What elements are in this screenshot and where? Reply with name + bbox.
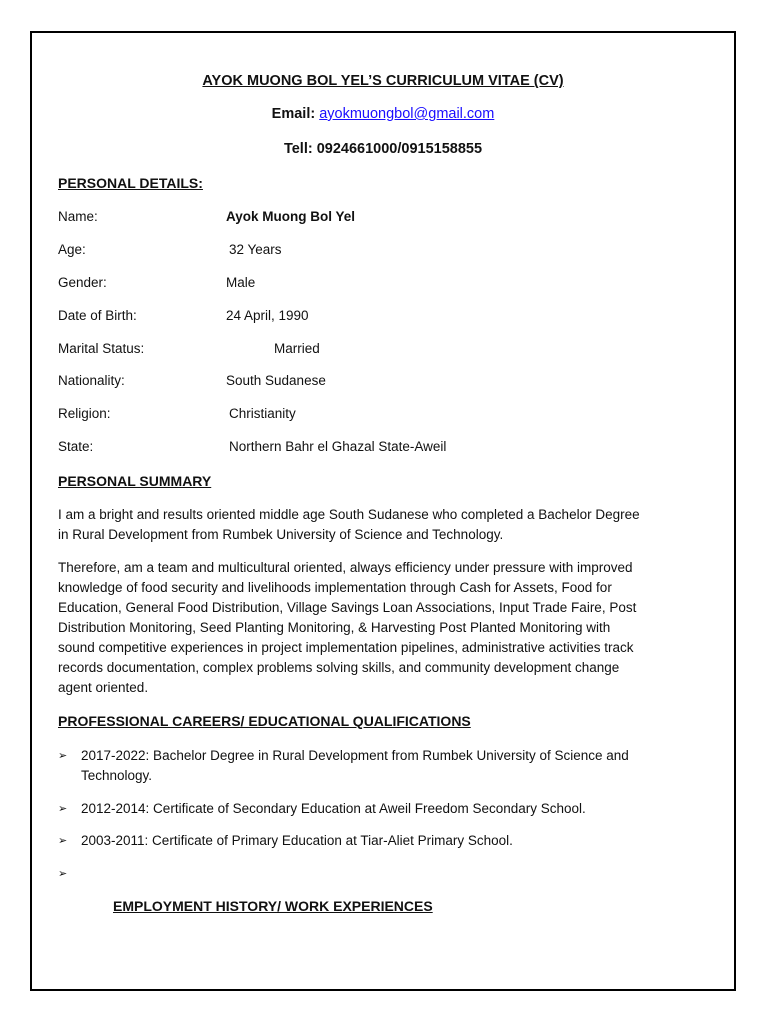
telephone-line: Tell: 0924661000/0915158855 <box>283 141 483 157</box>
field-value: Ayok Muong Bol Yel <box>226 209 356 224</box>
field-label: Age: <box>58 242 86 257</box>
field-label: Nationality: <box>58 373 125 388</box>
field-label: Gender: <box>58 275 107 290</box>
summary-paragraph-1: I am a bright and results oriented middle age South Sudanese who completed a Bachelor Degree in Rural Development from Rumbek University of Science and Technology. <box>58 507 640 542</box>
education-heading: PROFESSIONAL CAREERS/ EDUCATIONAL QUALIFICATIONS <box>58 713 471 729</box>
field-value: South Sudanese <box>226 373 326 388</box>
field-label: Religion: <box>58 406 111 421</box>
personal-details-heading: PERSONAL DETAILS: <box>58 175 203 191</box>
education-item-text: 2017-2022: Bachelor Degree in Rural Development from Rumbek University of Science and Technology. <box>81 748 629 783</box>
arrow-bullet-icon: ➢ <box>58 868 68 880</box>
field-label: Date of Birth: <box>58 308 137 323</box>
email-line <box>32 106 734 122</box>
field-value: Northern Bahr el Ghazal State-Aweil <box>229 439 447 454</box>
cv-title: AYOK MUONG BOL YEL’S CURRICULUM VITAE (CV) <box>202 73 564 89</box>
arrow-bullet-icon: ➢ <box>58 803 68 815</box>
education-item-text: 2003-2011: Certificate of Primary Education at Tiar-Aliet Primary School. <box>81 833 513 848</box>
field-label: State: <box>58 439 94 454</box>
education-item-text: 2012-2014: Certificate of Secondary Education at Aweil Freedom Secondary School. <box>81 801 586 816</box>
field-value: Married <box>274 341 320 356</box>
employment-heading: EMPLOYMENT HISTORY/ WORK EXPERIENCES <box>113 898 433 914</box>
email-link[interactable]: ayokmuongbol@gmail.com <box>319 106 495 122</box>
field-value: 24 April, 1990 <box>226 308 309 323</box>
field-label: Marital Status: <box>58 341 145 356</box>
field-value: Christianity <box>229 406 296 421</box>
summary-paragraph-2: Therefore, am a team and multicultural oriented, always efficiency under pressure with improved knowledge of food security and livelihoods implementation through Cash for Assets, Food for Education, General Food Distribution, Village Savings Loan Associations, Input Trade Faire, Post Distribution Monitoring, Seed Planting Monitoring, & Harvesting Post Planted Monitoring with sound competitive experiences in project implementation pipelines, administrative activities track records documentation, complex problems solving skills, and community development change agent oriented. <box>58 560 637 695</box>
field-value: Male <box>226 275 256 290</box>
field-label: Name: <box>58 209 98 224</box>
arrow-bullet-icon: ➢ <box>58 835 68 847</box>
arrow-bullet-icon: ➢ <box>58 750 68 762</box>
email-label: Email: <box>271 106 316 122</box>
personal-summary-heading: PERSONAL SUMMARY <box>58 473 212 489</box>
field-value: 32 Years <box>229 242 282 257</box>
